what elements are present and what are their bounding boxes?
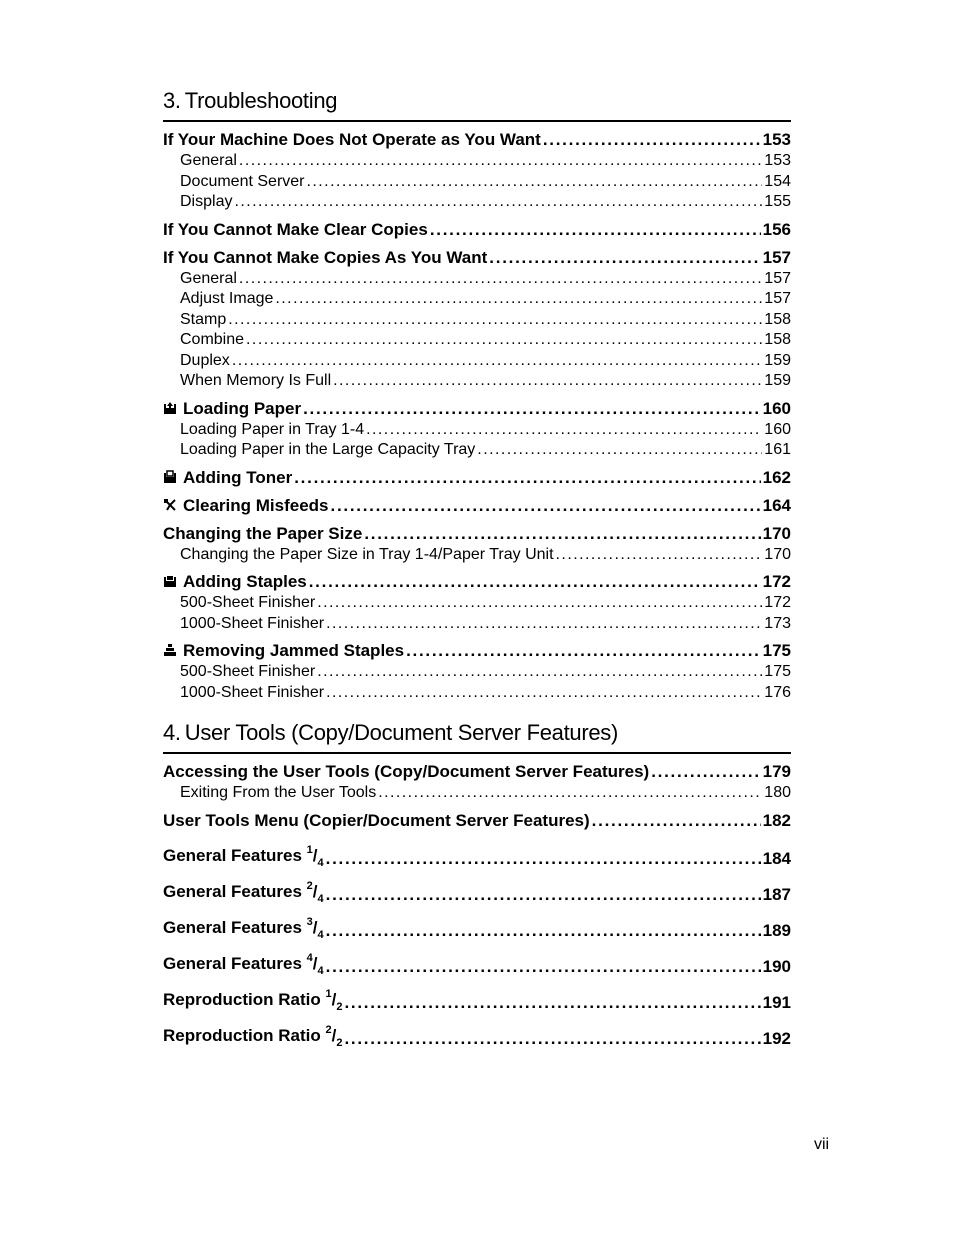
entry-title [180, 352, 230, 370]
fraction-slash: / [312, 845, 318, 865]
entry-title [180, 421, 364, 439]
dot-leader [543, 130, 761, 150]
fraction-numerator: 2 [306, 879, 313, 892]
dot-leader [232, 352, 762, 370]
toc-subentry[interactable] [163, 290, 791, 311]
entry-title [180, 615, 324, 633]
page-ref: 158 [764, 331, 791, 348]
entry-title [163, 248, 487, 268]
dot-leader [331, 496, 761, 516]
entry-text: Accessing the User Tools (Copy/Document Server Features) [163, 762, 650, 781]
entry-title [180, 784, 376, 802]
page-ref: 187 [762, 884, 791, 904]
toc-entry[interactable] [163, 524, 791, 546]
fraction-numerator: 4 [306, 951, 313, 964]
entry-text: Clearing Misfeeds [183, 495, 329, 515]
entry-text: General [180, 152, 237, 169]
entry-title [163, 496, 329, 516]
page-ref: 175 [764, 663, 791, 680]
toc-subentry[interactable] [163, 594, 791, 615]
dot-leader [228, 311, 762, 329]
entry-text: When Memory Is Full [180, 372, 332, 389]
toc-entry[interactable] [163, 468, 791, 490]
entry-text: Reproduction Ratio [163, 989, 321, 1009]
entry-title [163, 130, 541, 150]
entry-text: Display [180, 193, 233, 210]
fraction-denominator: 2 [336, 1036, 343, 1049]
entry-text: General Features [163, 881, 302, 901]
page-ref: 157 [764, 290, 791, 307]
fraction-denominator: 4 [317, 964, 324, 977]
toc-subentry[interactable] [163, 152, 791, 173]
fraction-slash: / [331, 989, 337, 1009]
entry-title [180, 663, 315, 681]
dot-leader [651, 762, 760, 782]
page-ref: 170 [764, 545, 791, 563]
entry-title [180, 331, 244, 349]
entry-title [163, 572, 307, 592]
entry-text: Exiting From the User Tools [180, 784, 377, 801]
fraction-slash: / [331, 1025, 337, 1045]
page-ref: 192 [762, 1028, 791, 1048]
dot-leader [326, 684, 762, 702]
page-ref: 158 [764, 310, 791, 328]
page-ref: 179 [762, 762, 791, 781]
fraction-numerator: 1 [325, 987, 332, 1000]
entry-text: 500-Sheet Finisher [180, 663, 316, 680]
entry-text: Stamp [180, 310, 227, 328]
toc-entry[interactable] [163, 1019, 791, 1049]
fraction-denominator: 4 [317, 892, 324, 905]
chapter-title: User Tools (Copy/Document Server Features) [184, 720, 619, 745]
dot-leader [364, 524, 760, 544]
page-ref: 173 [764, 614, 791, 632]
toc-entry[interactable] [163, 983, 791, 1013]
page-ref: 159 [764, 372, 791, 389]
page-ref: 153 [764, 152, 791, 169]
dot-leader [326, 957, 761, 977]
toc-entry[interactable] [163, 839, 791, 869]
fraction-numerator: 1 [306, 843, 313, 856]
dot-leader [326, 615, 762, 633]
page-ref: 160 [764, 420, 791, 438]
toc-entry[interactable] [163, 220, 791, 242]
page-ref: 175 [762, 641, 791, 660]
dot-leader [239, 270, 762, 288]
toc-entry[interactable] [163, 641, 791, 663]
entry-title [180, 594, 315, 612]
page-ref: 170 [762, 523, 791, 543]
entry-title [163, 844, 324, 869]
dot-leader [303, 399, 761, 419]
toc-subentry[interactable] [163, 421, 791, 442]
entry-title [180, 270, 237, 288]
entry-text: Loading Paper in the Large Capacity Tray [180, 441, 476, 458]
page-ref: 155 [764, 193, 791, 210]
toc-subentry[interactable] [163, 663, 791, 684]
toc-subentry[interactable] [163, 193, 791, 214]
dot-leader [234, 193, 762, 211]
chapter-number: 3. [163, 88, 181, 113]
toc-subentry[interactable] [163, 311, 791, 332]
entry-title [163, 641, 404, 661]
chapter-4-entries [163, 762, 791, 1049]
toc-entry[interactable] [163, 875, 791, 905]
add-staples-icon [163, 573, 177, 587]
entry-title [180, 193, 232, 211]
entry-title [163, 220, 428, 240]
page-ref: 184 [762, 848, 791, 868]
load-paper-icon [163, 400, 177, 414]
dot-leader [326, 849, 761, 869]
dot-leader [406, 641, 761, 661]
fraction-numerator: 3 [306, 915, 313, 928]
fraction-slash: / [312, 881, 318, 901]
toc-entry[interactable] [163, 947, 791, 977]
entry-text: 500-Sheet Finisher [180, 594, 316, 611]
entry-text: Duplex [180, 351, 230, 369]
dot-leader [378, 784, 762, 802]
entry-text: Changing the Paper Size [163, 523, 363, 543]
entry-text: General Features [163, 845, 302, 865]
entry-title [163, 880, 324, 905]
entry-title [180, 546, 554, 564]
entry-text: General [180, 269, 237, 287]
add-toner-icon [163, 469, 177, 483]
toc-subentry[interactable] [163, 270, 791, 291]
fraction-denominator: 4 [317, 856, 324, 869]
page-ref: 157 [762, 247, 791, 267]
entry-title [163, 1024, 342, 1049]
page-ref: 172 [764, 594, 791, 611]
fraction-slash: / [312, 953, 318, 973]
entry-text: Adjust Image [180, 290, 274, 307]
dot-leader [344, 1029, 760, 1049]
entry-text: Adding Toner [183, 467, 293, 487]
dot-leader [275, 290, 762, 308]
entry-text: Adding Staples [183, 572, 307, 591]
chapter-3-heading [163, 88, 791, 122]
toc-subentry[interactable] [163, 546, 791, 567]
dot-leader [239, 152, 762, 170]
entry-title [180, 290, 273, 308]
toc-subentry[interactable] [163, 331, 791, 352]
page-ref: 164 [762, 495, 791, 515]
clear-misfeed-icon [163, 497, 177, 511]
dot-leader [294, 468, 760, 488]
entry-title [163, 952, 324, 977]
entry-title [180, 684, 324, 702]
entry-title [163, 988, 342, 1013]
entry-title [163, 468, 292, 488]
dot-leader [307, 173, 763, 191]
toc-entry[interactable] [163, 399, 791, 421]
page-ref: 157 [764, 269, 791, 287]
chapter-number: 4. [163, 720, 181, 745]
remove-staples-icon [163, 642, 177, 656]
toc-subentry[interactable] [163, 441, 791, 462]
entry-title [180, 152, 237, 170]
page-ref: 153 [762, 130, 791, 149]
entry-text: Combine [180, 331, 245, 348]
table-of-contents [163, 88, 791, 1049]
toc-entry[interactable] [163, 911, 791, 941]
page-ref: 190 [762, 956, 791, 976]
entry-title [180, 311, 226, 329]
entry-text: Document Server [180, 172, 305, 190]
entry-text: 1000-Sheet Finisher [180, 614, 325, 632]
fraction-slash: / [312, 917, 318, 937]
dot-leader [309, 572, 761, 592]
entry-text: Loading Paper in Tray 1-4 [180, 420, 365, 438]
toc-entry[interactable] [163, 762, 791, 784]
entry-title [180, 441, 475, 459]
dot-leader [317, 594, 762, 612]
entry-title [163, 524, 362, 544]
dot-leader [344, 993, 760, 1013]
entry-text: 1000-Sheet Finisher [180, 683, 325, 701]
dot-leader [592, 811, 761, 831]
toc-subentry[interactable] [163, 784, 791, 805]
chapter-3-entries [163, 130, 791, 704]
dot-leader [477, 441, 762, 459]
entry-title [180, 173, 305, 191]
page-ref: 176 [764, 683, 791, 701]
page-ref: 161 [764, 441, 791, 458]
toc-entry[interactable] [163, 572, 791, 594]
page-ref: 162 [762, 467, 791, 487]
entry-title [163, 399, 301, 419]
chapter-title: Troubleshooting [184, 88, 338, 113]
fraction-denominator: 2 [336, 1000, 343, 1013]
entry-text: If You Cannot Make Copies As You Want [163, 247, 488, 267]
dot-leader [246, 331, 762, 349]
dot-leader [317, 663, 762, 681]
entry-text: Changing the Paper Size in Tray 1-4/Paper Tray Unit [180, 545, 554, 563]
toc-entry[interactable] [163, 248, 791, 270]
chapter-4-heading [163, 720, 791, 754]
entry-title [180, 372, 331, 390]
toc-subentry[interactable] [163, 352, 791, 373]
page-ref: 159 [764, 351, 791, 369]
dot-leader [326, 885, 761, 905]
entry-text: General Features [163, 917, 302, 937]
dot-leader [326, 921, 761, 941]
toc-subentry[interactable] [163, 684, 791, 705]
page-ref: 182 [762, 810, 791, 830]
entry-title [163, 811, 590, 831]
entry-text: If You Cannot Make Clear Copies [163, 219, 428, 239]
entry-text: User Tools Menu (Copier/Document Server Features) [163, 810, 590, 830]
dot-leader [366, 421, 762, 439]
page-ref: 172 [762, 572, 791, 591]
entry-text: Reproduction Ratio [163, 1025, 321, 1045]
page-ref: 154 [764, 172, 791, 190]
dot-leader [333, 372, 762, 390]
toc-entry[interactable] [163, 496, 791, 518]
toc-subentry[interactable] [163, 615, 791, 636]
toc-entry[interactable] [163, 130, 791, 152]
dot-leader [430, 220, 761, 240]
dot-leader [556, 546, 763, 564]
page-ref: 189 [762, 920, 791, 940]
entry-text: Removing Jammed Staples [183, 641, 405, 660]
fraction-numerator: 2 [325, 1023, 332, 1036]
entry-text: Loading Paper [183, 398, 302, 418]
page-number: vii [814, 1136, 830, 1153]
entry-title [163, 762, 649, 782]
toc-subentry[interactable] [163, 173, 791, 194]
page-ref: 191 [762, 992, 791, 1012]
entry-text: If Your Machine Does Not Operate as You Want [163, 130, 541, 149]
page-ref: 180 [764, 784, 791, 801]
entry-text: General Features [163, 953, 302, 973]
dot-leader [489, 248, 760, 268]
fraction-denominator: 4 [317, 928, 324, 941]
page-ref: 160 [762, 398, 791, 418]
toc-subentry[interactable] [163, 372, 791, 393]
toc-entry[interactable] [163, 811, 791, 833]
page-ref: 156 [762, 219, 791, 239]
entry-title [163, 916, 324, 941]
